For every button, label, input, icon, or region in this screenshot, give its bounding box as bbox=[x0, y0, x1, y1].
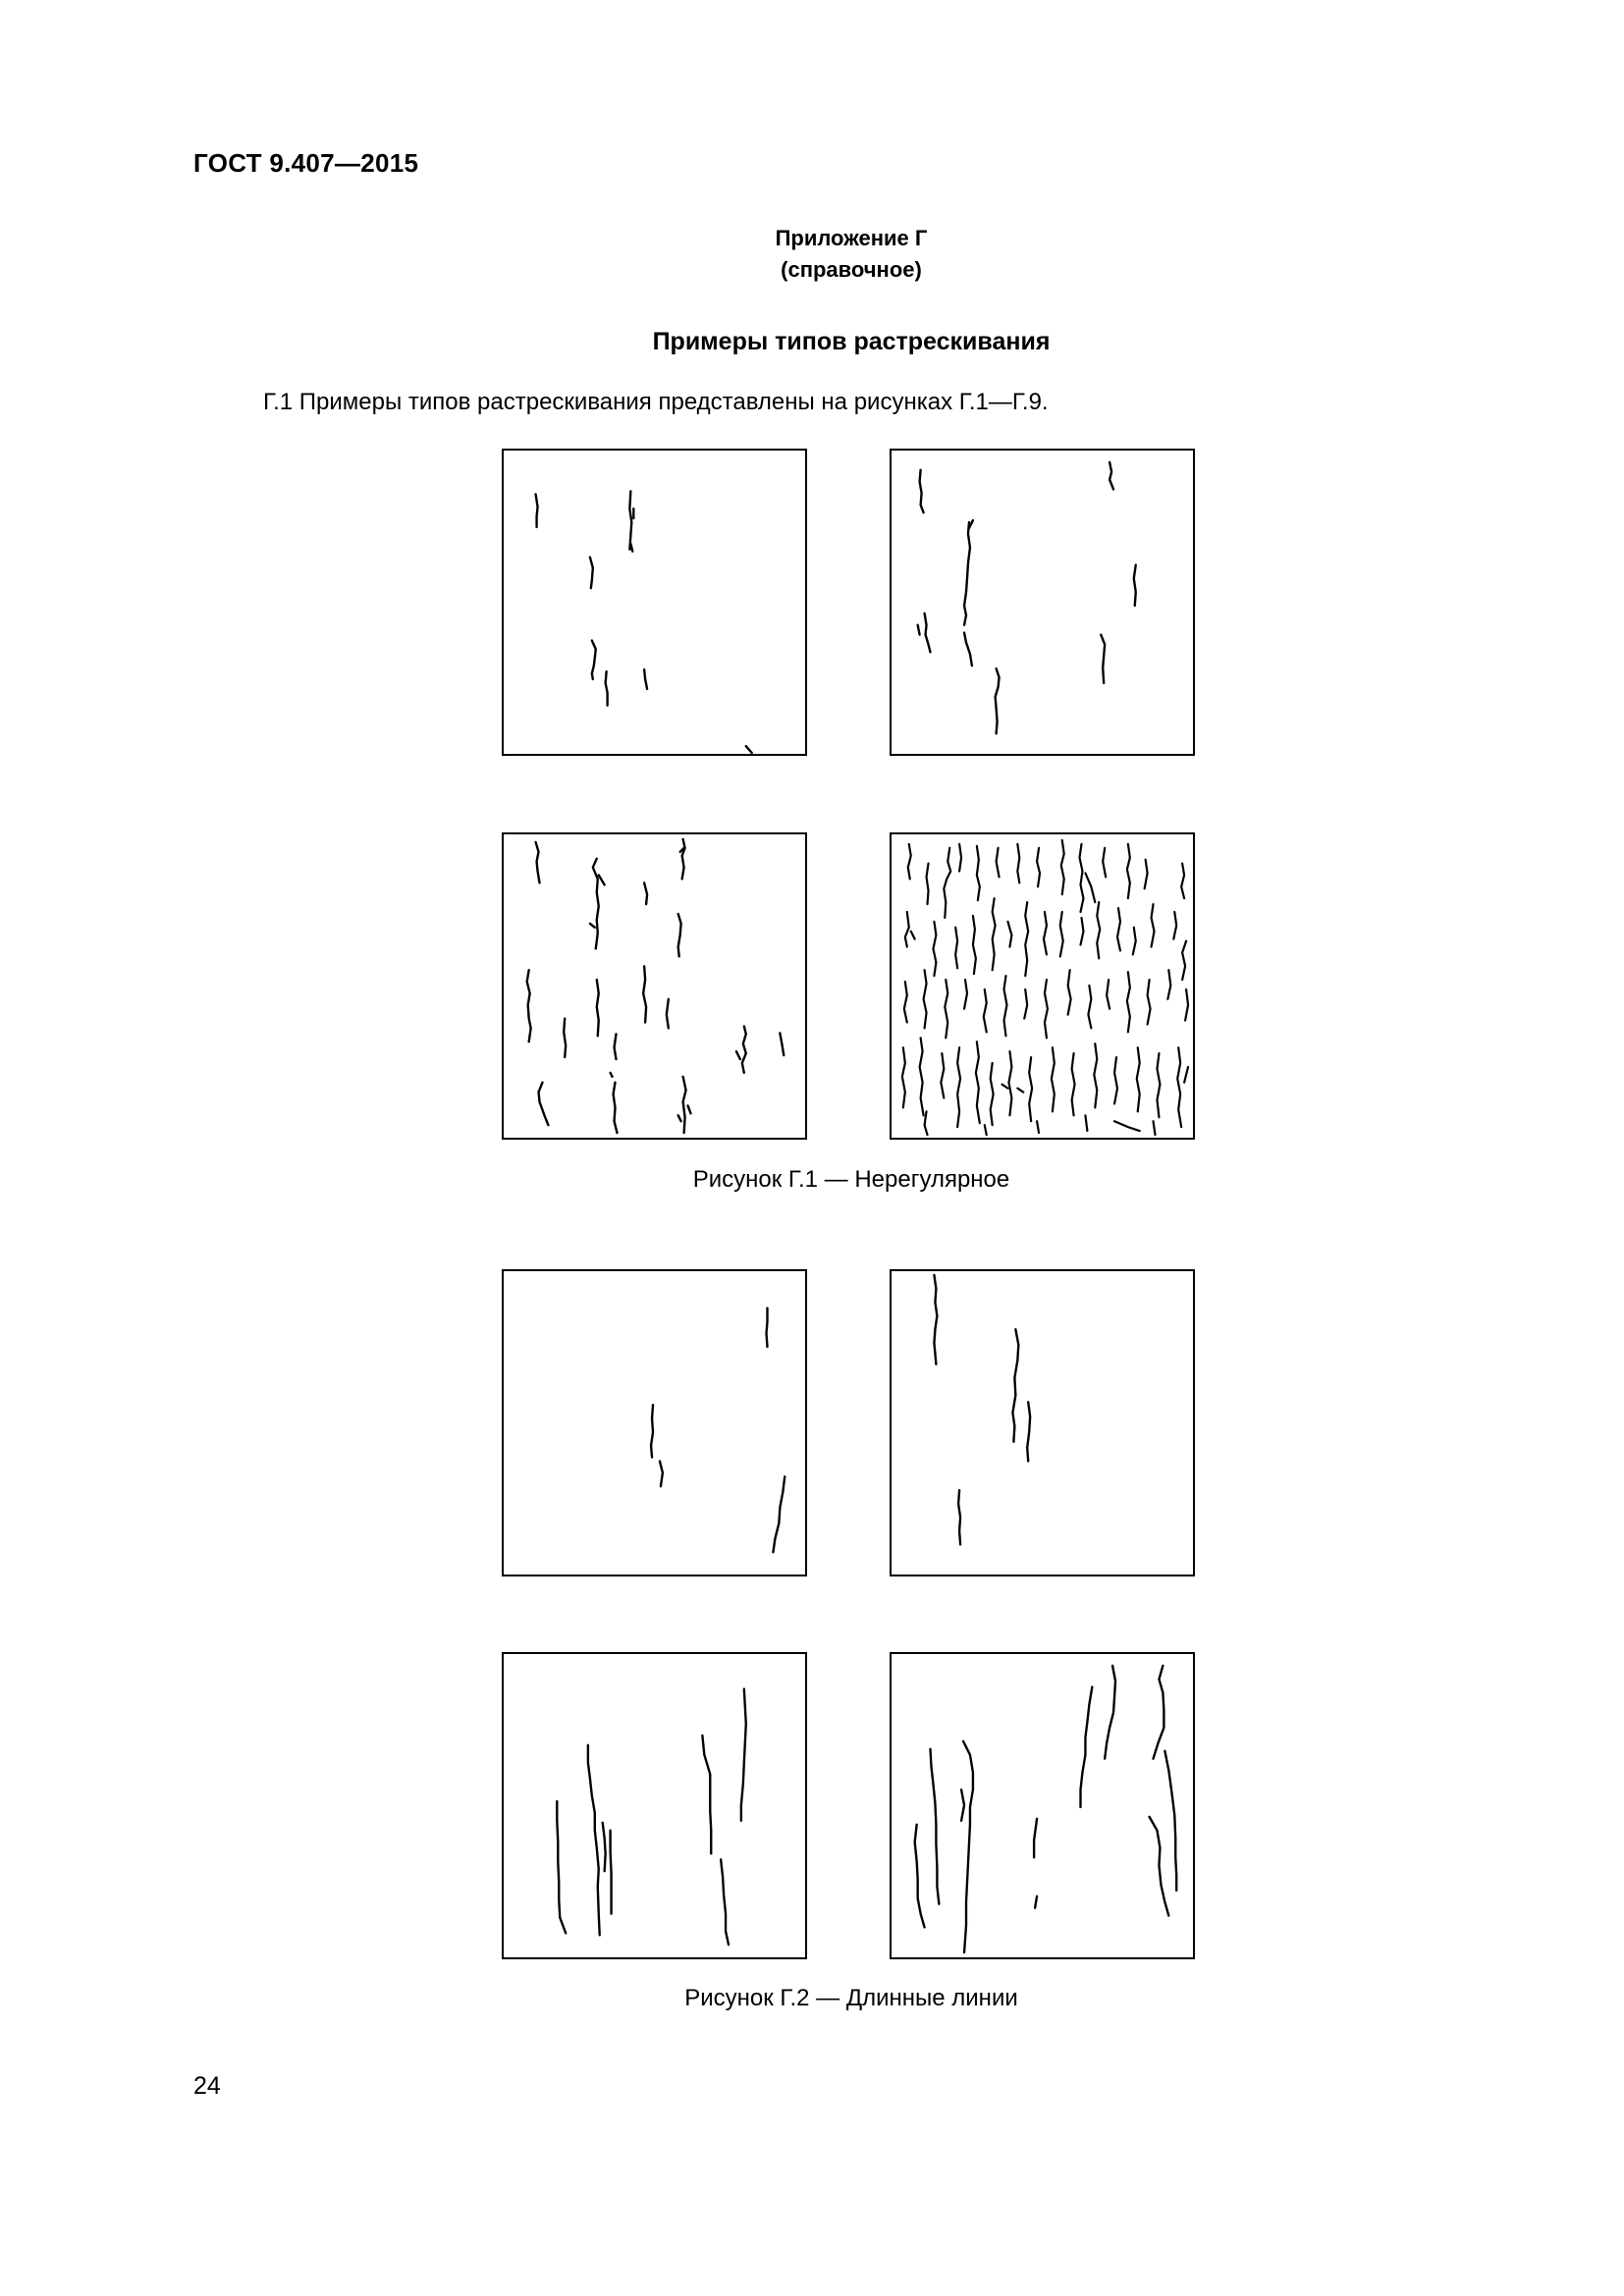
crack-pattern bbox=[504, 834, 805, 1138]
crack-pattern bbox=[504, 1271, 805, 1575]
page-number: 24 bbox=[193, 2072, 221, 2100]
crack-pattern bbox=[504, 1654, 805, 1957]
figure-caption-g2: Рисунок Г.2 — Длинные линии bbox=[684, 1985, 1018, 2011]
crack-sample-long-lines-medium bbox=[890, 1269, 1195, 1576]
crack-sample-irregular-medium bbox=[502, 832, 807, 1140]
crack-pattern bbox=[892, 451, 1193, 754]
crack-sample-long-lines-very-dense bbox=[890, 1652, 1195, 1959]
intro-paragraph: Г.1 Примеры типов растрескивания представлены на рисунках Г.1—Г.9. bbox=[263, 389, 1049, 415]
crack-pattern bbox=[892, 1271, 1193, 1575]
crack-pattern bbox=[504, 451, 805, 754]
figure-caption-g1: Рисунок Г.1 — Нерегулярное bbox=[692, 1166, 1010, 1193]
appendix-subtitle: (справочное) bbox=[781, 257, 922, 282]
crack-sample-irregular-light bbox=[890, 449, 1195, 756]
crack-pattern bbox=[892, 834, 1193, 1138]
crack-sample-irregular-sparse bbox=[502, 449, 807, 756]
crack-sample-long-lines-dense bbox=[502, 1652, 807, 1959]
crack-pattern bbox=[892, 1654, 1193, 1957]
section-title: Примеры типов растрескивания bbox=[652, 328, 1051, 355]
document-header: ГОСТ 9.407—2015 bbox=[193, 148, 419, 178]
crack-sample-long-lines-sparse bbox=[502, 1269, 807, 1576]
appendix-title: Приложение Г bbox=[775, 226, 928, 250]
crack-sample-irregular-dense bbox=[890, 832, 1195, 1140]
